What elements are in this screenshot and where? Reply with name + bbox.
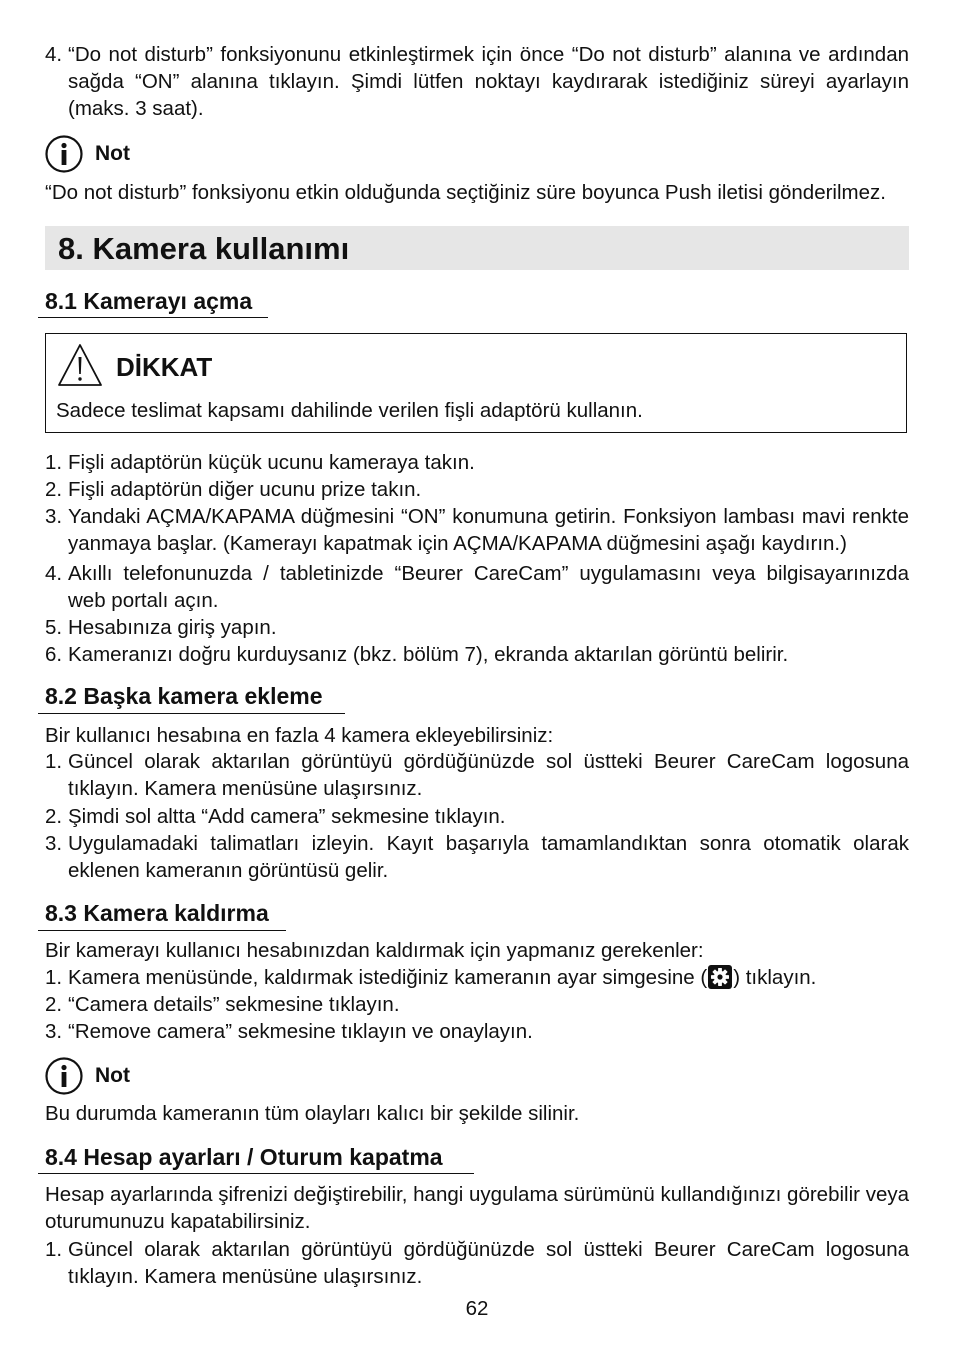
- step-text: “Do not disturb” fonksiyonunu etkinleştirmek için önce “Do not disturb” alanına ve ardından sağda “ON” alanına tıklayın. Şimdi lütfen noktayı kaydırarak istediğiniz süreyi ayarlayın (maks. 3 saat).: [68, 43, 909, 120]
- step-text-after-icon: ) tıklayın.: [733, 966, 817, 989]
- list-item: [45, 449, 909, 476]
- step-text: Fişli adaptörün küçük ucunu kameraya takın.: [68, 451, 475, 474]
- section-intro-block: [45, 1181, 909, 1235]
- step-number: 4.: [45, 43, 63, 66]
- step-text: Fişli adaptörün diğer ucunu prize takın.: [68, 478, 422, 501]
- step-text: “Remove camera” sekmesine tıklayın ve onaylayın.: [68, 1020, 533, 1043]
- chapter-header: [45, 226, 909, 270]
- step-text-before-icon: Kamera menüsünde, kaldırmak istediğiniz kameranın ayar simgesine (: [68, 966, 708, 989]
- note-heading: [45, 1056, 130, 1096]
- step-number: 1.: [45, 966, 63, 989]
- info-icon: [45, 135, 83, 173]
- step-text: [68, 964, 909, 991]
- list-item: [45, 614, 909, 641]
- note-label: Not: [95, 1064, 130, 1087]
- info-icon: [45, 1057, 83, 1095]
- step-number: 3.: [45, 505, 63, 528]
- step-number: 1.: [45, 750, 63, 773]
- step-text: Güncel olarak aktarılan görüntüyü gördüğünüzde sol üstteki Beurer CareCam logosuna tıklayın. Kamera menüsüne ulaşırsınız.: [68, 1238, 909, 1288]
- gear-icon: [707, 964, 733, 990]
- section-intro: Bir kamerayı kullanıcı hesabınızdan kaldırmak için yapmanız gerekenler:: [45, 939, 704, 962]
- note-label: Not: [95, 142, 130, 165]
- note-text: Bu durumda kameranın tüm olayları kalıcı bir şekilde silinir.: [45, 1102, 580, 1125]
- step-number: 2.: [45, 993, 63, 1016]
- section-underline: [38, 1173, 474, 1174]
- section-underline: [38, 317, 268, 318]
- section-title: 8.2 Başka kamera ekleme: [45, 683, 323, 709]
- step-text: Yandaki AÇMA/KAPAMA düğmesini “ON” konumuna getirin. Fonksiyon lambası mavi renkte yanmaya başlar. (Kamerayı kapatmak için AÇMA/KAPAMA düğmesini aşağı kaydırın.): [68, 505, 909, 555]
- warning-icon: [56, 342, 104, 388]
- step-number: 1.: [45, 451, 63, 474]
- section-intro: Hesap ayarlarında şifrenizi değiştirebilir, hangi uygulama sürümünü kullandığınızı görebilir veya oturumunuzu kapatabilirsiniz.: [45, 1183, 909, 1233]
- step-number: 1.: [45, 1238, 63, 1261]
- step-number: 4.: [45, 562, 63, 585]
- page-number: 62: [465, 1297, 489, 1320]
- section-intro: Bir kullanıcı hesabına en fazla 4 kamera ekleyebilirsiniz:: [45, 724, 554, 747]
- chapter-title: 8. Kamera kullanımı: [58, 231, 350, 266]
- section-title: 8.4 Hesap ayarları / Oturum kapatma: [45, 1144, 443, 1170]
- section-title: 8.1 Kamerayı açma: [45, 288, 253, 314]
- step-text: Akıllı telefonunuzda / tabletinizde “Beurer CareCam” uygulamasını veya bilgisayarınızda web portalı açın.: [68, 562, 909, 612]
- step-text: Güncel olarak aktarılan görüntüyü gördüğünüzde sol üstteki Beurer CareCam logosuna tıklayın. Kamera menüsüne ulaşırsınız.: [68, 750, 909, 800]
- list-item: [45, 830, 909, 884]
- list-item: [45, 503, 909, 557]
- list-item: [45, 41, 909, 122]
- warning-box: [45, 333, 907, 433]
- step-number: 2.: [45, 805, 63, 828]
- warning-title: DİKKAT: [116, 352, 213, 382]
- section-title: 8.3 Kamera kaldırma: [45, 900, 269, 926]
- list-item: [45, 964, 909, 991]
- step-number: 2.: [45, 478, 63, 501]
- step-text: Kameranızı doğru kurduysanız (bkz. bölüm 7), ekranda aktarılan görüntü belirir.: [68, 643, 789, 666]
- list-item: [45, 641, 909, 668]
- note-text: “Do not disturb” fonksiyonu etkin olduğunda seçtiğiniz süre boyunca Push iletisi gönderilmez.: [45, 181, 886, 204]
- list-item: [45, 748, 909, 802]
- step-text: “Camera details” sekmesine tıklayın.: [68, 993, 400, 1016]
- warning-text: Sadece teslimat kapsamı dahilinde verilen fişli adaptörü kullanın.: [56, 399, 643, 422]
- list-item: [45, 560, 909, 614]
- list-item: [45, 1018, 909, 1045]
- step-number: 5.: [45, 616, 63, 639]
- step-text: Hesabınıza giriş yapın.: [68, 616, 277, 639]
- step-text: Şimdi sol altta “Add camera” sekmesine tıklayın.: [68, 805, 506, 828]
- step-number: 3.: [45, 1020, 63, 1043]
- section-underline: [38, 713, 345, 714]
- list-item: [45, 1236, 909, 1290]
- list-item: [45, 476, 909, 503]
- section-underline: [38, 930, 286, 931]
- step-number: 6.: [45, 643, 63, 666]
- list-item: [45, 803, 909, 830]
- list-item: [45, 991, 909, 1018]
- step-number: 3.: [45, 832, 63, 855]
- note-heading: [45, 134, 130, 174]
- step-text: Uygulamadaki talimatları izleyin. Kayıt başarıyla tamamlandıktan sonra otomatik olarak eklenen kameranın görüntüsü gelir.: [68, 832, 909, 882]
